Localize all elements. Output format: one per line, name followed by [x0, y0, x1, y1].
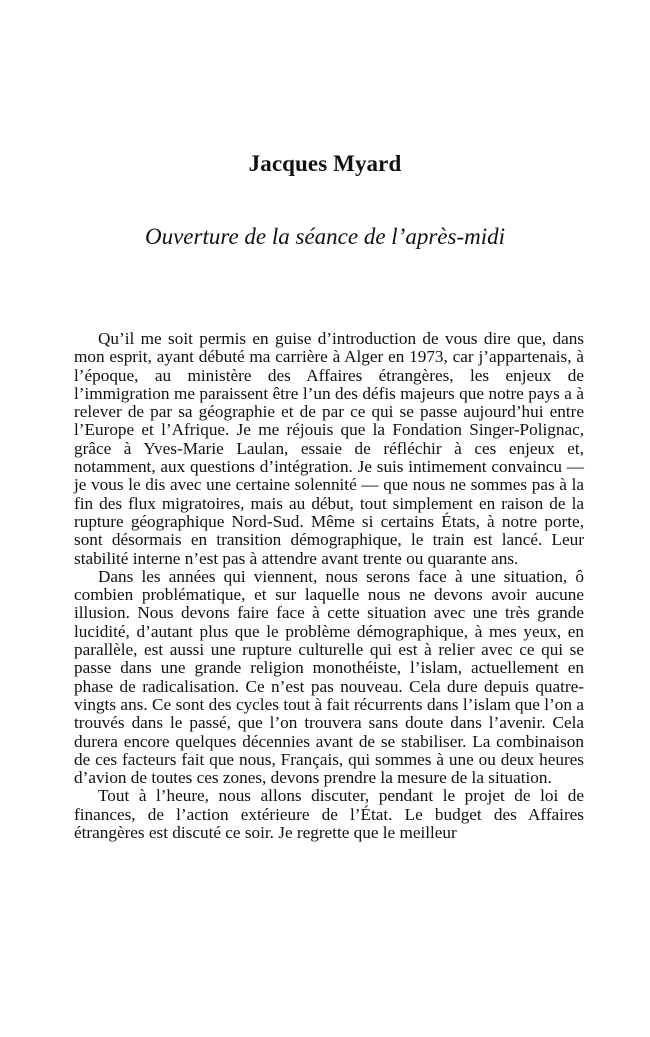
paragraph-3: Tout à l’heure, nous allons discuter, pendant le projet de loi de finances, de l’action extérieure de l’État. Le budget des Affaires étrangères est discuté ce soir. Je regrette que le meilleur [74, 786, 584, 843]
paragraph-1: Qu’il me soit permis en guise d’introduction de vous dire que, dans mon esprit, ayant débuté ma carrière à Alger en 1973, car j’appartenais, à l’époque, au ministère des Affaires étrangères, les enjeux de l’immigration me paraissent être l’un des défis majeurs que notre pays a à relever de par sa géographie et de par ce qui se passe aujourd’hui entre l’Europe et l’Afrique. Je me réjouis que la Fondation Singer-Polignac, grâce à Yves-Marie Laulan, essaie de réfléchir à ces enjeux et, notamment, aux questions d’intégration. Je suis intimement convaincu — je vous le dis avec une certaine solennité — que nous ne sommes pas à la fin des flux migratoires, mais au début, tout simplement en raison de la rupture géographique Nord-Sud. Même si certains États, à notre porte, sont désormais en transition démographique, le train est lancé. Leur stabilité interne n’est pas à attendre avant trente ou quarante ans. [74, 329, 584, 568]
author-name: Jacques Myard [248, 151, 402, 176]
body-text [74, 330, 584, 842]
section-subtitle: Ouverture de la séance de l’après-midi [144, 224, 505, 249]
paragraph-2: Dans les années qui viennent, nous serons face à une situation, ô combien problématique, et sur laquelle nous ne devons avoir aucune illusion. Nous devons faire face à cette situation avec une très grande lucidité, d’autant plus que le problème démographique, à mes yeux, en parallèle, est aussi une rupture culturelle qui est à relier avec ce qui se passe dans une grande religion monothéiste, l’islam, actuellement en phase de radicalisation. Ce n’est pas nouveau. Cela dure depuis quatre-vingts ans. Ce sont des cycles tout à fait récurrents dans l’islam que l’on a trouvés dans le passé, que l’on trouvera sans doute dans l’avenir. Cela durera encore quelques décennies avant de se stabiliser. La combinaison de ces facteurs fait que nous, Français, qui sommes à une ou deux heures d’avion de toutes ces zones, devons prendre la mesure de la situation. [74, 566, 584, 788]
